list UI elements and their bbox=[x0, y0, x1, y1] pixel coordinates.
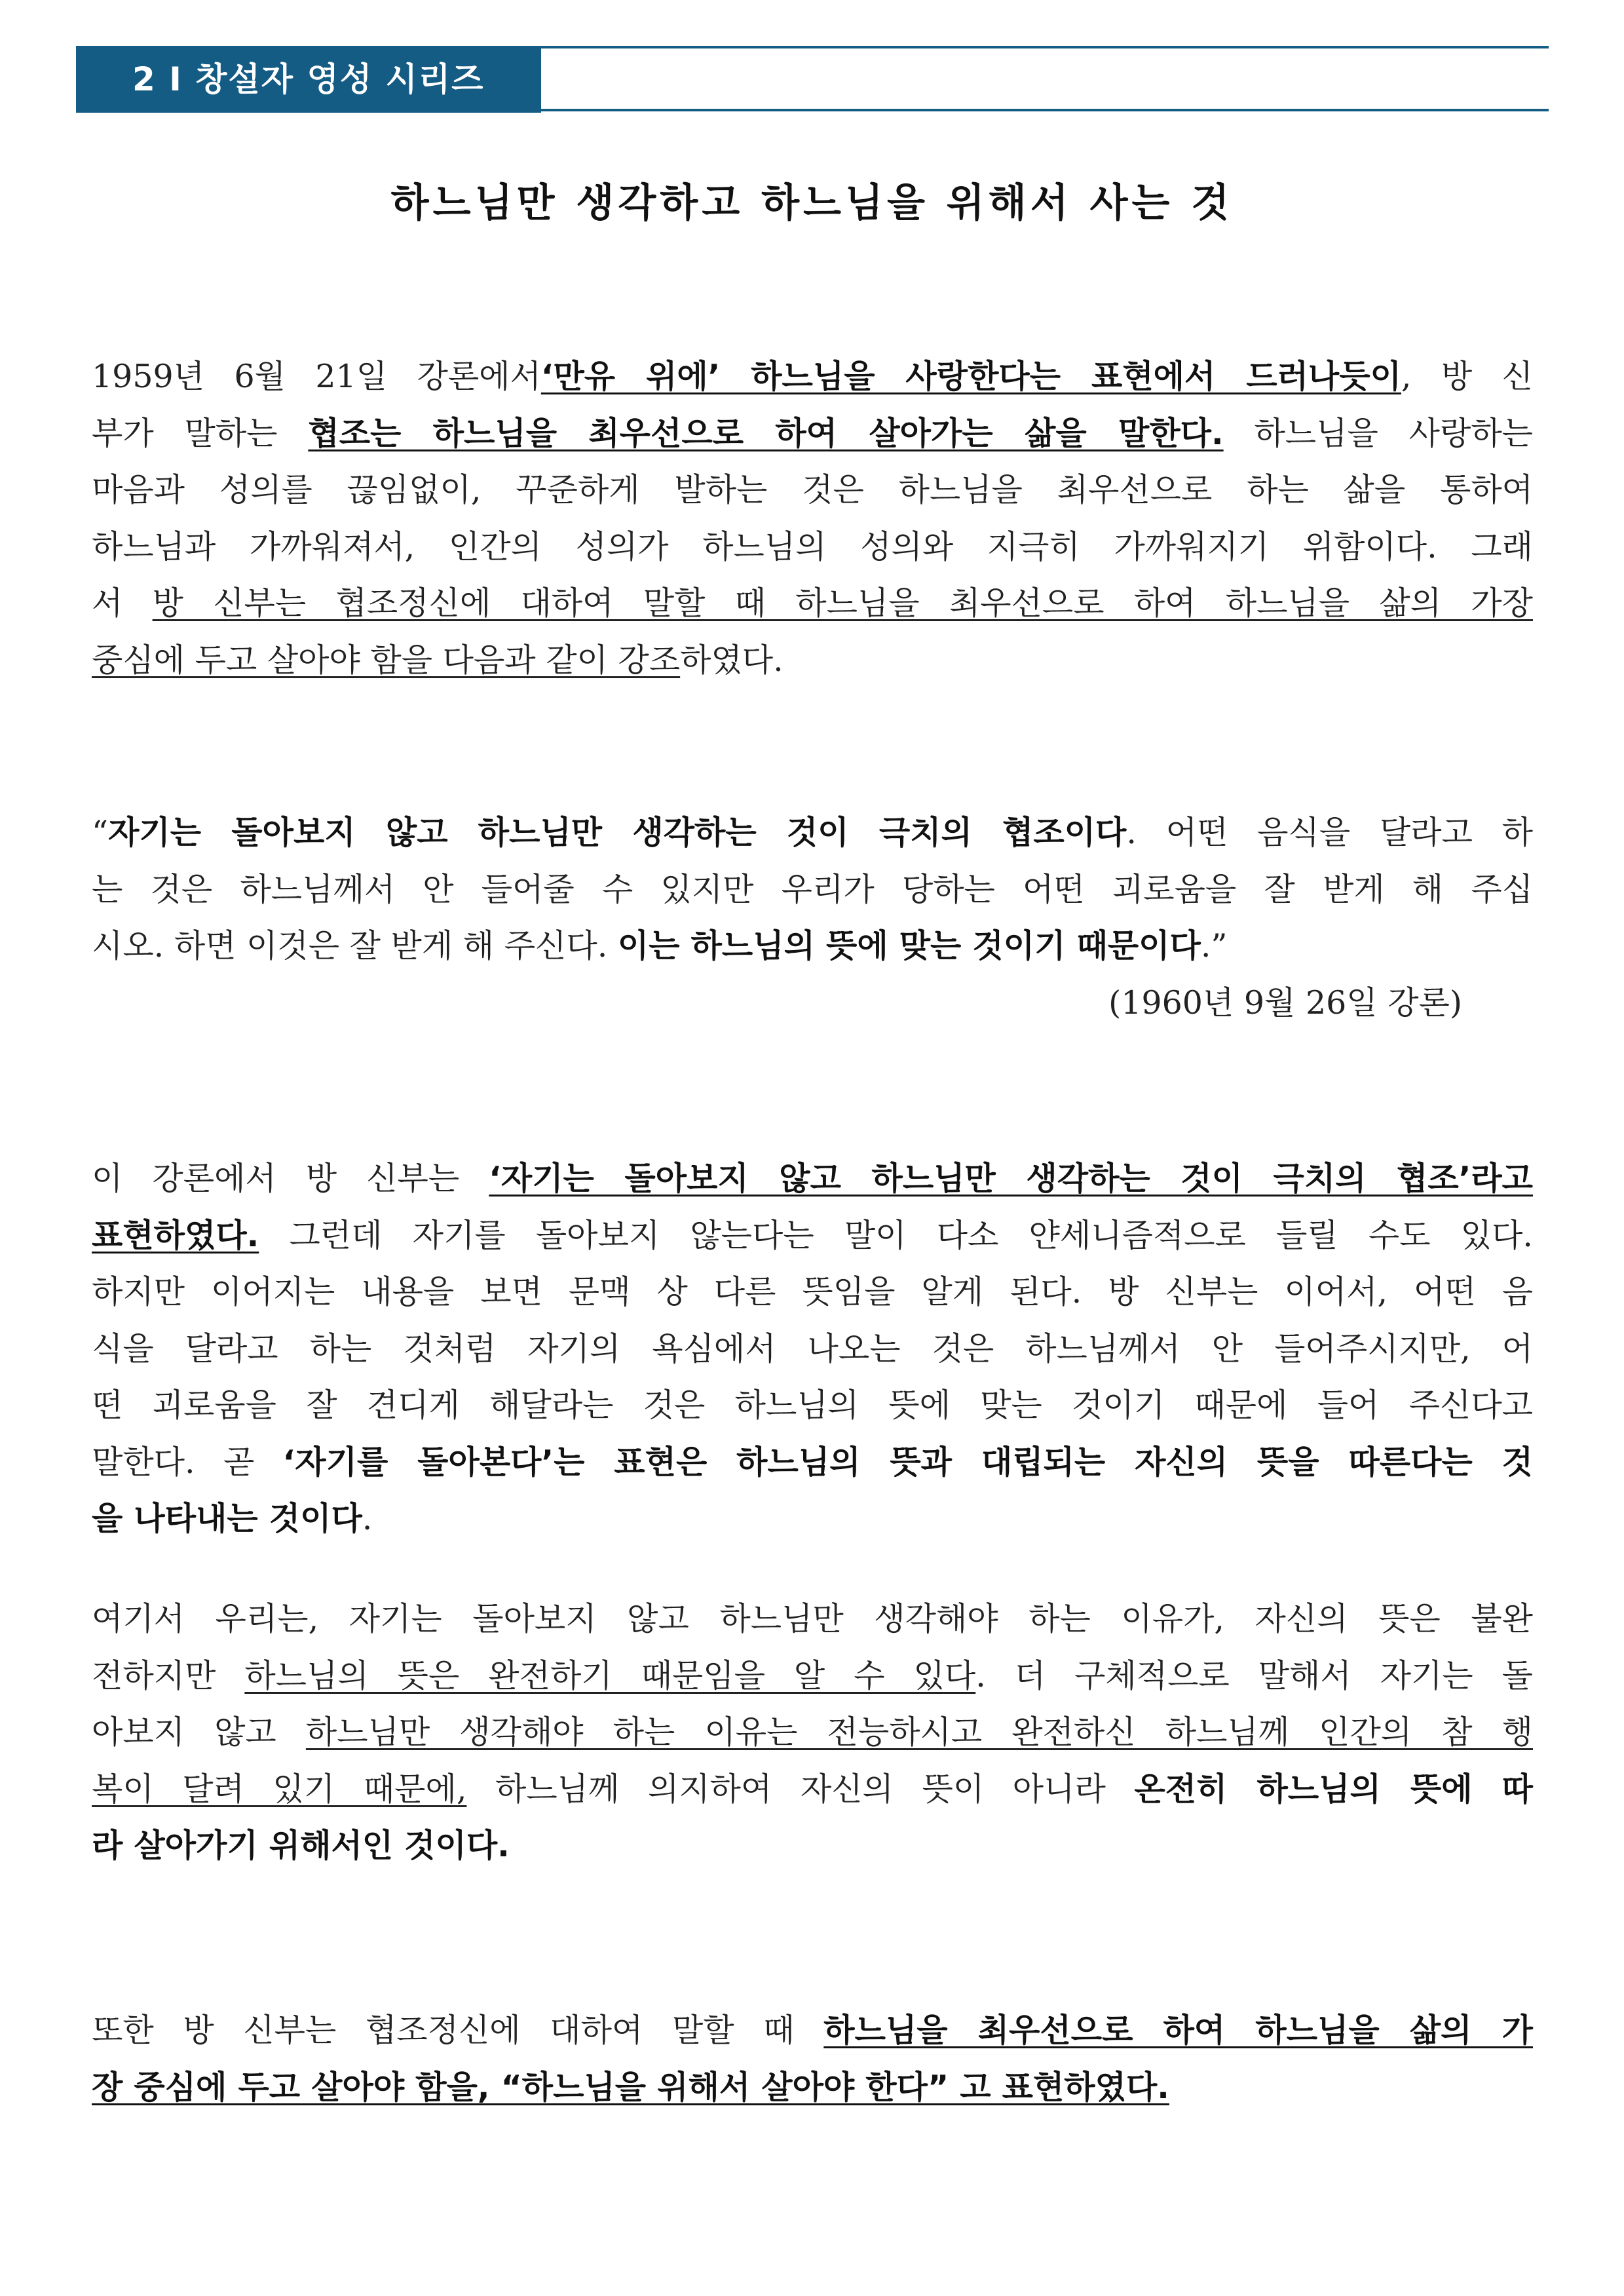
text-run: 또한 방 신부는 협조정신에 대하여 말할 때 bbox=[92, 2012, 824, 2049]
text-line bbox=[92, 1491, 1533, 1548]
bold-run: 을 나타내는 것이다 bbox=[92, 1500, 362, 1537]
text-run: 떤 괴로움을 잘 견디게 해달라는 것은 하느님의 뜻에 맞는 것이기 때문에 들어 주신다고 bbox=[92, 1387, 1533, 1424]
text-line bbox=[92, 406, 1533, 463]
text-run: 이 강론에서 방 신부는 bbox=[92, 1160, 489, 1197]
text-line bbox=[92, 1818, 1533, 1875]
text-line bbox=[92, 462, 1533, 519]
text-run: 하느님을 사랑하는 bbox=[1223, 414, 1533, 452]
text-line bbox=[92, 1208, 1533, 1265]
quote-paragraph bbox=[92, 805, 1533, 975]
underlined-run: 복이 달려 있기 때문에, bbox=[92, 1770, 467, 1808]
text-run: 서 bbox=[92, 584, 153, 622]
text-line bbox=[92, 2059, 1533, 2116]
emphasis-run: 하느님을 최우선으로 하여 하느님을 삶의 가 bbox=[823, 2012, 1533, 2049]
text-line bbox=[92, 1321, 1533, 1378]
text-run: 하느님과 가까워져서, 인간의 성의가 하느님의 성의와 지극히 가까워지기 위함이다. 그래 bbox=[92, 527, 1533, 565]
text-line bbox=[92, 1151, 1533, 1208]
text-run: 식을 달라고 하는 것처럼 자기의 욕심에서 나오는 것은 하느님께서 안 들어주시지만, 어 bbox=[92, 1330, 1533, 1368]
text-line bbox=[92, 519, 1533, 576]
text-line bbox=[92, 1648, 1533, 1705]
text-run: 말한다. 곧 bbox=[92, 1443, 283, 1481]
text-line bbox=[92, 575, 1533, 632]
underlined-run: 하느님의 뜻은 완전하기 때문임을 알 수 있다 bbox=[244, 1656, 976, 1694]
emphasis-run: 장 중심에 두고 살아야 함을, “하느님을 위해서 살아야 한다” 고 표현하였다. bbox=[92, 2068, 1169, 2106]
text-line bbox=[92, 1591, 1533, 1648]
text-line bbox=[92, 918, 1533, 975]
text-run: “ bbox=[92, 814, 109, 851]
text-line bbox=[92, 1434, 1533, 1491]
text-run: 전하지만 bbox=[92, 1656, 245, 1694]
bold-run: 자기는 돌아보지 않고 하느님만 생각하는 것이 극치의 협조이다 bbox=[108, 814, 1127, 851]
text-run: 하였다. bbox=[680, 641, 784, 679]
page-title: 하느님만 생각하고 하느님을 위해서 사는 것 bbox=[390, 180, 1234, 226]
text-run: . 어떤 음식을 달라고 하 bbox=[1126, 814, 1533, 851]
text-line bbox=[92, 1761, 1533, 1818]
emphasis-run: 협조는 하느님을 최우선으로 하여 살아가는 삶을 말한다. bbox=[308, 414, 1224, 452]
series-header bbox=[76, 46, 541, 113]
text-line bbox=[92, 1264, 1533, 1321]
text-run: 부가 말하는 bbox=[92, 414, 309, 452]
underlined-run: 하느님만 생각해야 하는 이유는 전능하시고 완전하신 하느님께 인간의 참 행 bbox=[305, 1713, 1533, 1751]
paragraph-1 bbox=[92, 349, 1533, 689]
emphasis-run: ‘만유 위에’ 하느님을 사랑한다는 표현에서 드러나듯이 bbox=[540, 358, 1401, 395]
paragraph-4 bbox=[92, 1591, 1533, 1875]
text-run: 그런데 자기를 돌아보지 않는다는 말이 다소 얀세니즘적으로 들릴 수도 있다. bbox=[259, 1216, 1533, 1254]
text-line bbox=[92, 2002, 1533, 2059]
paragraph-5 bbox=[92, 2002, 1533, 2116]
bold-run: 라 살아가기 위해서인 것이다. bbox=[92, 1827, 510, 1864]
text-line bbox=[92, 349, 1533, 406]
text-run: 는 것은 하느님께서 안 들어줄 수 있지만 우리가 당하는 어떤 괴로움을 잘 받게 해 주십 bbox=[92, 870, 1533, 908]
emphasis-run: ‘자기는 돌아보지 않고 하느님만 생각하는 것이 극치의 협조’라고 bbox=[489, 1160, 1534, 1197]
header-bottom-rule bbox=[541, 109, 1549, 111]
text-line bbox=[92, 632, 1533, 689]
bold-run: 이는 하느님의 뜻에 맞는 것이기 때문이다 bbox=[617, 927, 1201, 965]
underlined-run: 방 신부는 협조정신에 대하여 말할 때 하느님을 최우선으로 하여 하느님을 삶의 가장 bbox=[152, 584, 1533, 622]
text-run: . bbox=[362, 1500, 373, 1537]
text-line bbox=[92, 1377, 1533, 1434]
text-line bbox=[92, 862, 1533, 919]
text-line bbox=[92, 1704, 1533, 1761]
text-run: , 방 신 bbox=[1401, 358, 1534, 395]
text-line bbox=[92, 805, 1533, 862]
emphasis-run: 표현하였다. bbox=[92, 1216, 259, 1254]
text-run: 여기서 우리는, 자기는 돌아보지 않고 하느님만 생각해야 하는 이유가, 자신의 뜻은 불완 bbox=[92, 1600, 1533, 1637]
text-run: 하지만 이어지는 내용을 보면 문맥 상 다른 뜻임을 알게 된다. 방 신부는 이어서, 어떤 음 bbox=[92, 1273, 1533, 1311]
text-run: . 더 구체적으로 말해서 자기는 돌 bbox=[975, 1656, 1534, 1694]
header-top-rule bbox=[541, 46, 1549, 48]
text-run: 시오. 하면 이것은 잘 받게 해 주신다. bbox=[92, 927, 618, 965]
text-run: 아보지 않고 bbox=[92, 1713, 306, 1751]
text-run: 1959년 6월 21일 강론에서 bbox=[92, 358, 541, 395]
underlined-run: 중심에 두고 살아야 함을 다음과 같이 강조 bbox=[92, 641, 681, 679]
text-run: 마음과 성의를 끊임없이, 꾸준하게 발하는 것은 하느님을 최우선으로 하는 삶을 통하여 bbox=[92, 471, 1533, 508]
text-run: 하느님께 의지하여 자신의 뜻이 아니라 bbox=[466, 1770, 1135, 1808]
series-header-label: 2 I 창설자 영성 시리즈 bbox=[132, 60, 485, 98]
bold-run: ‘자기를 돌아본다’는 표현은 하느님의 뜻과 대립되는 자신의 뜻을 따른다는 것 bbox=[282, 1443, 1533, 1481]
quote-citation: (1960년 9월 26일 강론) bbox=[1108, 984, 1462, 1022]
text-run: .” bbox=[1200, 927, 1228, 965]
bold-run: 온전히 하느님의 뜻에 따 bbox=[1134, 1770, 1533, 1808]
paragraph-3 bbox=[92, 1151, 1533, 1548]
